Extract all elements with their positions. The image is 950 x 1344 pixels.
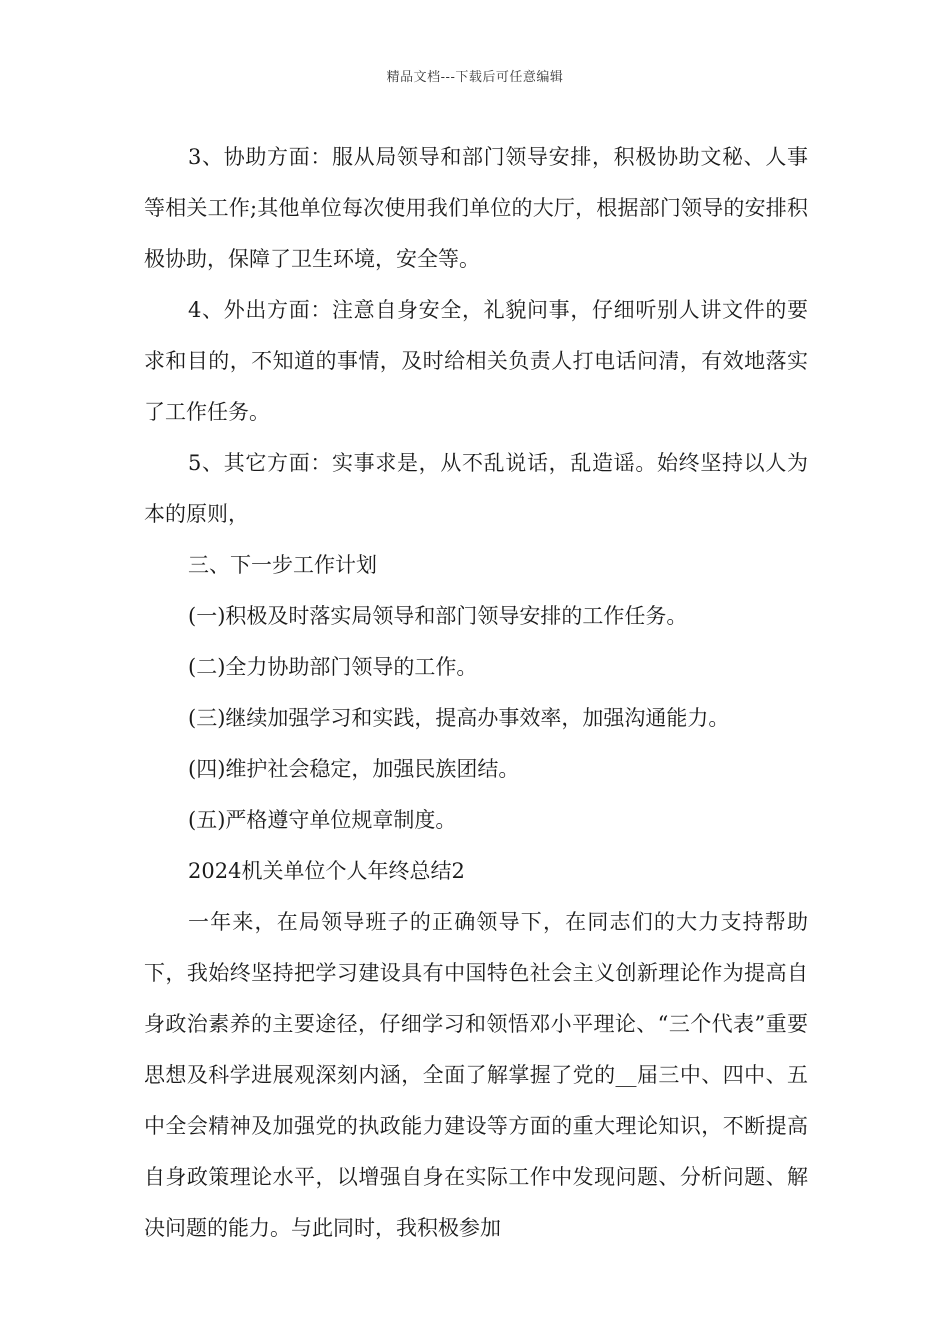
document-body [144,132,808,1254]
plan-item-2: (二)全力协助部门领导的工作。 [188,655,478,679]
page-header: 精品文档---下载后可任意编辑 [386,70,564,85]
paragraph-other: 5、其它方面：实事求是，从不乱说话，乱造谣。始终坚持以人为本的原则， [144,451,808,526]
paragraph-outing: 4、外出方面：注意自身安全，礼貌问事，仔细听别人讲文件的要求和目的，不知道的事情，及时给相关负责人打电话问清，有效地落实了工作任务。 [144,298,808,424]
section-body: 一年来，在局领导班子的正确领导下，在同志们的大力支持帮助下，我始终坚持把学习建设具有中国特色社会主义创新理论作为提高自身政治素养的主要途径，仔细学习和领悟邓小平理论、“三个代表”重要思想及科学进展观深刻内涵，全面了解掌握了党的__届三中、四中、五中全会精神及加强党的执政能力建设等方面的重大理论知识，不断提高自身政策理论水平，以增强自身在实际工作中发现问题、分析问题、解决问题的能力。与此同时，我积极参加 [144,910,808,1240]
plan-heading: 三、下一步工作计划 [188,553,377,577]
plan-item-3: (三)继续加强学习和实践，提高办事效率，加强沟通能力。 [188,706,730,730]
plan-item-1: (一)积极及时落实局领导和部门领导安排的工作任务。 [188,604,688,628]
paragraph-assist: 3、协助方面：服从局领导和部门领导安排，积极协助文秘、人事等相关工作;其他单位每次使用我们单位的大厅，根据部门领导的安排积极协助，保障了卫生环境，安全等。 [144,145,808,271]
section-title: 2024机关单位个人年终总结2 [188,859,465,883]
plan-item-4: (四)维护社会稳定，加强民族团结。 [188,757,520,781]
plan-item-5: (五)严格遵守单位规章制度。 [188,808,457,832]
